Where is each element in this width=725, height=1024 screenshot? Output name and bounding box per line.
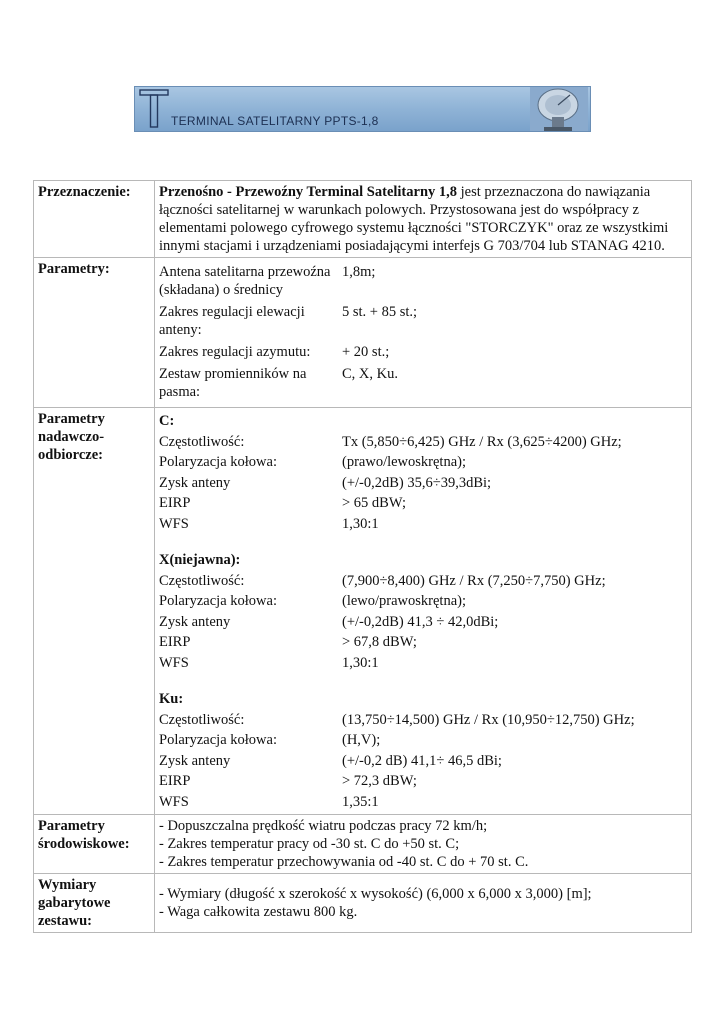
param-name: Zestaw promienników na pasma:: [159, 366, 307, 400]
band-param-value: 1,35:1: [342, 793, 379, 810]
band-param-value: 1,30:1: [342, 654, 379, 671]
param-value: + 20 st.;: [342, 344, 390, 360]
band-title: C:: [159, 413, 175, 429]
list-item: - Zakres temperatur pracy od -30 st. C do +50 st. C;: [159, 836, 460, 852]
purpose-description: jest przeznaczona do nawiązania łączności satelitarnej w warunkach polowych. Przystosowana jest do współpracy z elementami polowego cyfrowego systemu łączności "STORCZYK" oraz ze wszystkimi innymi stacjami i urządzeniami posiadającymi interfejs G 703/704 lub STANAG 4210.: [159, 184, 669, 254]
band-row: [159, 653, 687, 674]
band-row: [159, 710, 687, 731]
list-item: - Wymiary (długość x szerokość x wysokość) (6,000 x 6,000 x 3,000) [m];: [159, 886, 592, 902]
param-name: Zakres regulacji elewacji anteny:: [159, 304, 305, 338]
band-param-name: Polaryzacja kołowa:: [159, 732, 277, 748]
band-title: X(niejawna):: [159, 552, 241, 568]
param-value: C, X, Ku.: [342, 366, 398, 382]
header-banner: [134, 86, 591, 132]
band-title: Ku:: [159, 691, 184, 707]
list-item: - Zakres temperatur przechowywania od -40 st. C do + 70 st. C.: [159, 854, 529, 870]
band-param-name: Polaryzacja kołowa:: [159, 454, 277, 470]
band-param-value: (lewo/prawoskrętna);: [342, 593, 467, 609]
band-param-name: Częstotliwość:: [159, 711, 245, 728]
band-row: [159, 591, 687, 612]
param-name: Antena satelitarna przewoźna (składana) o średnicy: [159, 264, 331, 298]
param-row: [159, 341, 687, 363]
band-param-value: (H,V);: [342, 732, 381, 748]
band-row: [159, 632, 687, 653]
label-gabaryty: Wymiary gabarytowe zestawu:: [34, 874, 155, 933]
band-param-value: Tx (5,850÷6,425) GHz / Rx (3,625÷4200) GHz;: [342, 433, 622, 450]
band-param-name: Zysk anteny: [159, 752, 231, 769]
row-nadawczo-odbiorcze: [34, 408, 692, 815]
row-parametry: [34, 258, 692, 408]
band-row: [159, 612, 687, 633]
content-srodowiskowe: [155, 815, 692, 874]
content-przeznaczenie: [155, 181, 692, 258]
row-srodowiskowe: [34, 815, 692, 874]
band-param-name: Częstotliwość:: [159, 433, 245, 450]
band-row: [159, 571, 687, 592]
list-item: - Waga całkowita zestawu 800 kg.: [159, 904, 358, 920]
param-value: 1,8m;: [342, 264, 376, 280]
product-name: Przenośno - Przewoźny Terminal Satelitarny 1,8: [159, 184, 458, 200]
band-row: [159, 452, 687, 473]
band-row: [159, 751, 687, 772]
param-row: [159, 363, 687, 403]
label-przeznaczenie: Przeznaczenie:: [34, 181, 155, 258]
band-param-name: WFS: [159, 793, 189, 810]
band-param-name: Zysk anteny: [159, 474, 231, 491]
param-row: [159, 301, 687, 341]
band-row: [159, 792, 687, 813]
band-param-value: (prawo/lewoskrętna);: [342, 454, 467, 470]
band-row: [159, 514, 687, 535]
band-c-table: [159, 411, 687, 812]
banner-title: TERMINAL SATELITARNY PPTS-1,8: [171, 114, 379, 128]
band-param-value: (+/-0,2dB) 35,6÷39,3dBi;: [342, 474, 492, 491]
band-param-value: (7,900÷8,400) GHz / Rx (7,250÷7,750) GHz;: [342, 572, 606, 589]
content-nadawczo-odbiorcze: [155, 408, 692, 815]
band-param-name: Zysk anteny: [159, 613, 231, 630]
satellite-dish-icon: [530, 87, 588, 132]
param-value: 5 st. + 85 st.;: [342, 304, 418, 320]
terminal-t-logo: [139, 89, 169, 129]
band-param-value: (+/-0,2 dB) 41,1÷ 46,5 dBi;: [342, 752, 502, 769]
band-param-name: EIRP: [159, 634, 191, 650]
label-srodowiskowe: Parametry środowiskowe:: [34, 815, 155, 874]
band-row: [159, 493, 687, 514]
param-row: [159, 261, 687, 301]
parametry-list: [159, 261, 687, 403]
row-przeznaczenie: [34, 181, 692, 258]
content-parametry: [155, 258, 692, 408]
label-nadawczo-odbiorcze: Parametry nadawczo-odbiorcze:: [34, 408, 155, 815]
row-gabaryty: [34, 874, 692, 933]
band-row: [159, 771, 687, 792]
band-param-value: (13,750÷14,500) GHz / Rx (10,950÷12,750) GHz;: [342, 711, 635, 728]
label-parametry: Parametry:: [34, 258, 155, 408]
list-item: - Dopuszczalna prędkość wiatru podczas pracy 72 km/h;: [159, 818, 488, 834]
band-param-value: > 67,8 dBW;: [342, 634, 417, 650]
band-row: [159, 730, 687, 751]
band-param-name: Częstotliwość:: [159, 572, 245, 589]
band-param-name: Polaryzacja kołowa:: [159, 593, 277, 609]
specification-table: [33, 180, 692, 933]
band-param-value: (+/-0,2dB) 41,3 ÷ 42,0dBi;: [342, 613, 499, 630]
band-row: [159, 473, 687, 494]
band-param-value: > 72,3 dBW;: [342, 773, 417, 789]
band-param-name: WFS: [159, 654, 189, 671]
band-param-value: > 65 dBW;: [342, 495, 407, 511]
band-param-name: WFS: [159, 515, 189, 532]
content-gabaryty: [155, 874, 692, 933]
band-param-value: 1,30:1: [342, 515, 379, 532]
band-param-name: EIRP: [159, 495, 191, 511]
param-name: Zakres regulacji azymutu:: [159, 344, 311, 360]
band-param-name: EIRP: [159, 773, 191, 789]
band-row: [159, 432, 687, 453]
